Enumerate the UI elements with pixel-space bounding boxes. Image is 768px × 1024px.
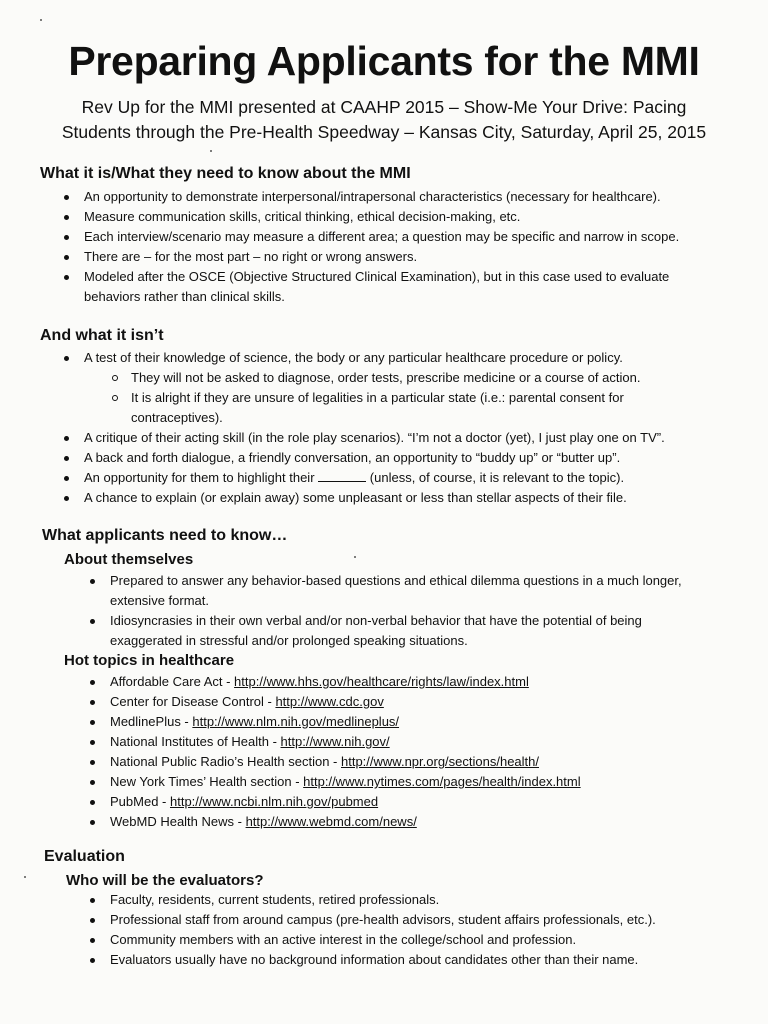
list-item-line: Prepared to answer any behavior-based questions and ethical dilemma questions in a much longer,: [110, 573, 682, 588]
list-item: [110, 732, 760, 752]
fill-in-blank: [318, 469, 366, 482]
list-item: A test of their knowledge of science, the body or any particular healthcare procedure or policy.: [84, 348, 764, 368]
resource-link[interactable]: http://www.nih.gov/: [280, 734, 390, 749]
resource-link[interactable]: http://www.nytimes.com/pages/health/index.html: [303, 774, 581, 789]
list-item: A chance to explain (or explain away) some unpleasant or less than stellar aspects of their file.: [84, 488, 764, 508]
list-item: There are – for the most part – no right or wrong answers.: [84, 247, 764, 267]
resource-label: WebMD Health News -: [110, 814, 246, 829]
list-item: Community members with an active interest in the college/school and profession.: [110, 930, 760, 950]
sub-list-item: They will not be asked to diagnose, order tests, prescribe medicine or a course of action.: [131, 368, 764, 388]
list-item: Professional staff from around campus (pre-health advisors, student affairs professionals, etc.).: [110, 910, 760, 930]
resource-link[interactable]: http://www.webmd.com/news/: [245, 814, 417, 829]
list-item-line: Idiosyncrasies in their own verbal and/or non-verbal behavior that have the potential of being: [110, 613, 642, 628]
resource-label: New York Times’ Health section -: [110, 774, 304, 789]
list-item: [84, 267, 764, 307]
list-item: [110, 672, 760, 692]
resource-label: Affordable Care Act -: [110, 674, 235, 689]
list-item: Each interview/scenario may measure a different area; a question may be specific and narrow in scope.: [84, 227, 764, 247]
list-item-line: behaviors rather than clinical skills.: [84, 289, 285, 304]
subtitle-line-2: Students through the Pre-Health Speedway – Kansas City, Saturday, April 25, 2015: [61, 122, 707, 142]
about-themselves-list: [110, 571, 760, 651]
subheading-evaluators: Who will be the evaluators?: [66, 872, 264, 889]
list-item: [110, 692, 760, 712]
list-item: [110, 772, 760, 792]
resource-label: PubMed -: [110, 794, 170, 809]
hot-topics-list: [110, 672, 760, 832]
subheading-hot-topics: Hot topics in healthcare: [64, 652, 235, 669]
scan-speck: [210, 150, 212, 152]
resource-label: National Institutes of Health -: [110, 734, 281, 749]
page-title: Preparing Applicants for the MMI: [68, 38, 700, 84]
page-subtitle: [0, 95, 768, 145]
resource-link[interactable]: http://www.cdc.gov: [275, 694, 384, 709]
resource-link[interactable]: http://www.hhs.gov/healthcare/rights/law/index.html: [234, 674, 529, 689]
list-item: [110, 611, 760, 651]
list-item: Measure communication skills, critical thinking, ethical decision-making, etc.: [84, 207, 764, 227]
sub-list-item: [131, 388, 764, 428]
list-item-line: Modeled after the OSCE (Objective Structured Clinical Examination), but in this case used to evaluate: [84, 269, 670, 284]
list-item: [110, 812, 760, 832]
list-item: A critique of their acting skill (in the role play scenarios). “I’m not a doctor (yet), I just play one on TV”.: [84, 428, 764, 448]
resource-link[interactable]: http://www.npr.org/sections/health/: [341, 754, 539, 769]
list-item: [84, 468, 764, 488]
scan-speck: [354, 556, 356, 558]
list-item-line: extensive format.: [110, 593, 209, 608]
list-item-line: exaggerated in stressful and/or prolonged speaking situations.: [110, 633, 468, 648]
subtitle-line-1: Rev Up for the MMI presented at CAAHP 2015 – Show-Me Your Drive: Pacing: [81, 97, 687, 117]
resource-link[interactable]: http://www.ncbi.nlm.nih.gov/pubmed: [169, 794, 379, 809]
section-heading-need-to-know: What applicants need to know…: [42, 527, 288, 544]
resource-link[interactable]: http://www.nlm.nih.gov/medlineplus/: [192, 714, 400, 729]
list-item: [110, 712, 760, 732]
resource-label: Center for Disease Control -: [110, 694, 276, 709]
list-item: [110, 792, 760, 812]
sub-list-item-line: It is alright if they are unsure of legalities in a particular state (i.e.: parental consent for: [131, 390, 624, 405]
resource-label: National Public Radio’s Health section -: [110, 754, 341, 769]
what-it-is-list: [84, 187, 764, 307]
list-item: Evaluators usually have no background information about candidates other than their name.: [110, 950, 760, 970]
resource-label: MedlinePlus -: [110, 714, 193, 729]
list-item: A back and forth dialogue, a friendly conversation, an opportunity to “buddy up” or “butter up”.: [84, 448, 764, 468]
what-it-isnt-list: [84, 348, 764, 508]
sub-list-item-line: contraceptives).: [131, 410, 223, 425]
list-item: Faculty, residents, current students, retired professionals.: [110, 890, 760, 910]
list-item: An opportunity to demonstrate interpersonal/intrapersonal characteristics (necessary for healthcare).: [84, 187, 764, 207]
scan-speck: [24, 876, 26, 878]
section-heading-evaluation: Evaluation: [44, 848, 125, 865]
list-item-text: (unless, of course, it is relevant to the topic).: [369, 470, 625, 485]
evaluators-list: [110, 890, 760, 970]
section-heading-what-it-is: What it is/What they need to know about the MMI: [40, 165, 411, 182]
section-heading-what-it-isnt: And what it isn’t: [40, 327, 164, 344]
list-item: [110, 752, 760, 772]
list-item: [110, 571, 760, 611]
list-item-text: An opportunity for them to highlight their: [84, 470, 315, 485]
subheading-about-themselves: About themselves: [64, 551, 194, 568]
scan-speck: [40, 19, 42, 21]
